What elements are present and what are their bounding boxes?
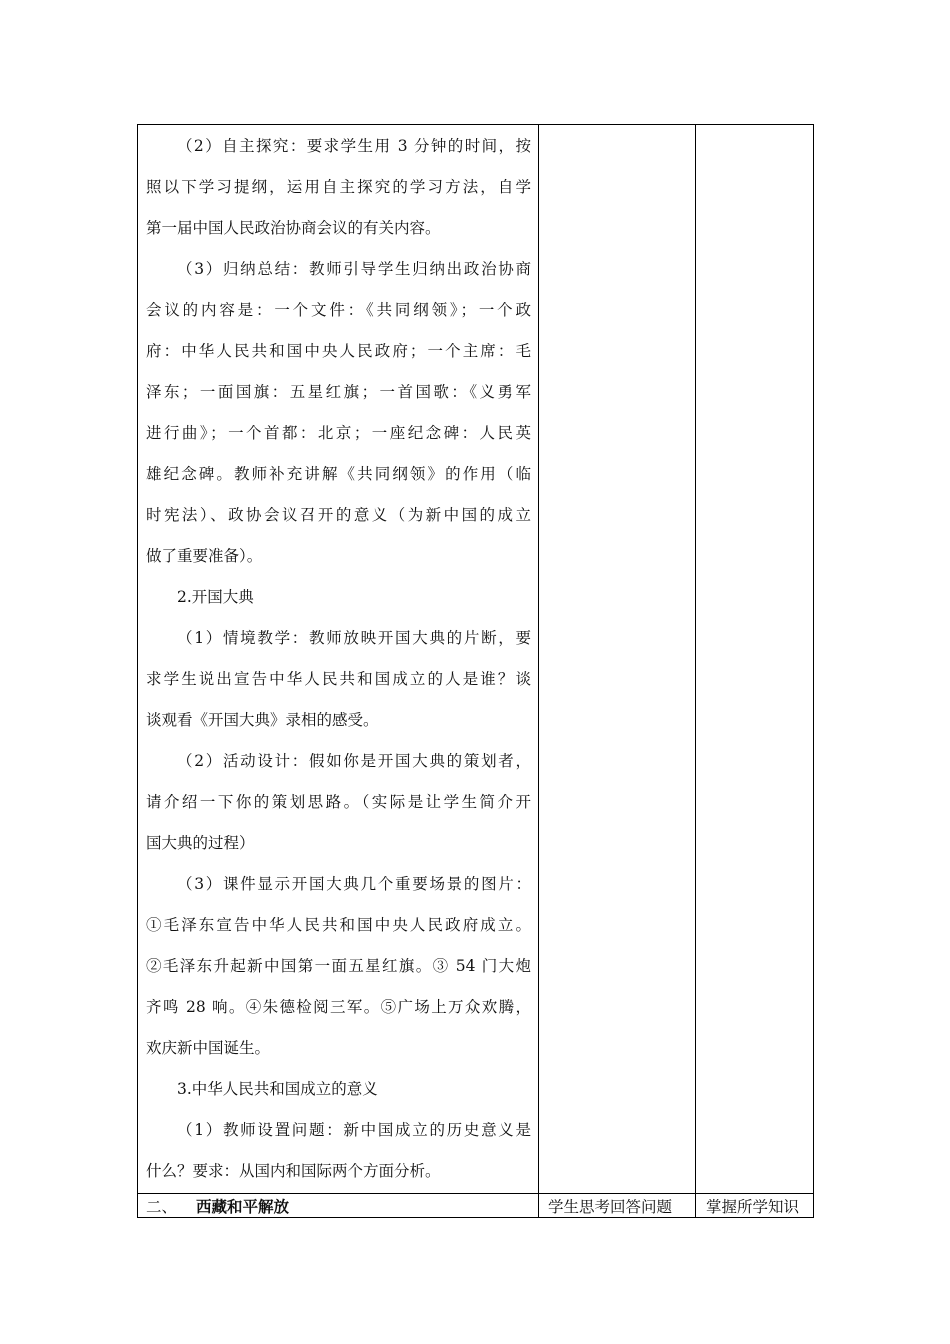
text-line: 进行曲》；一个首都：北京；一座纪念碑：人民英 <box>146 424 531 442</box>
text-line: 泽东；一面国旗：五星红旗；一首国歌：《义勇军 <box>146 383 531 401</box>
footer-student-activity: 学生思考回答问题 <box>548 1198 673 1216</box>
text-line: 国大典的过程） <box>146 834 255 852</box>
text-line: ②毛泽东升起新中国第一面五星红旗。③ 54 门大炮 <box>146 957 531 975</box>
section-heading: 3.中华人民共和国成立的意义 <box>177 1080 378 1098</box>
row-divider <box>138 1193 813 1194</box>
footer-section-title: 西藏和平解放 <box>196 1197 290 1216</box>
text-line: 求学生说出宣告中华人民共和国成立的人是谁？谈 <box>146 670 531 688</box>
text-line: （2）自主探究：要求学生用 3 分钟的时间，按 <box>177 137 531 155</box>
text-line: ①毛泽东宣告中华人民共和国中央人民政府成立。 <box>146 916 531 934</box>
text-line: （3）归纳总结：教师引导学生归纳出政治协商 <box>177 260 531 278</box>
teaching-process-cell <box>146 125 531 1192</box>
footer-goal: 掌握所学知识 <box>706 1198 800 1216</box>
text-line: （3）课件显示开国大典几个重要场景的图片： <box>177 875 531 893</box>
text-line: 请介绍一下你的策划思路。（实际是让学生简介开 <box>146 793 531 811</box>
text-line: 齐鸣 28 响。④朱德检阅三军。⑤广场上万众欢腾， <box>146 998 531 1016</box>
text-line: 欢庆新中国诞生。 <box>146 1039 271 1057</box>
text-line: 第一届中国人民政治协商会议的有关内容。 <box>146 219 441 237</box>
text-line: 谈观看《开国大典》录相的感受。 <box>146 711 379 729</box>
text-line: 做了重要准备）。 <box>146 547 263 565</box>
text-line: 会议的内容是：一个文件：《共同纲领》；一个政 <box>146 301 531 319</box>
text-line: 府：中华人民共和国中央人民政府；一个主席：毛 <box>146 342 531 360</box>
text-line: （1）情境教学：教师放映开国大典的片断，要 <box>177 629 531 647</box>
text-line: （2）活动设计：假如你是开国大典的策划者， <box>177 752 531 770</box>
text-line: 雄纪念碑。教师补充讲解《共同纲领》的作用（临 <box>146 465 531 483</box>
lesson-table <box>137 124 814 1218</box>
column-divider-1 <box>538 125 539 1217</box>
section-heading: 2.开国大典 <box>177 588 254 606</box>
text-line: 照以下学习提纲，运用自主探究的学习方法，自学 <box>146 178 531 196</box>
text-line: （1）教师设置问题：新中国成立的历史意义是 <box>177 1121 531 1139</box>
column-divider-2 <box>695 125 696 1217</box>
footer-section-number: 二、 <box>146 1198 178 1216</box>
text-line: 什么？要求：从国内和国际两个方面分析。 <box>146 1162 441 1180</box>
text-line: 时宪法）、政协会议召开的意义（为新中国的成立 <box>146 506 531 524</box>
